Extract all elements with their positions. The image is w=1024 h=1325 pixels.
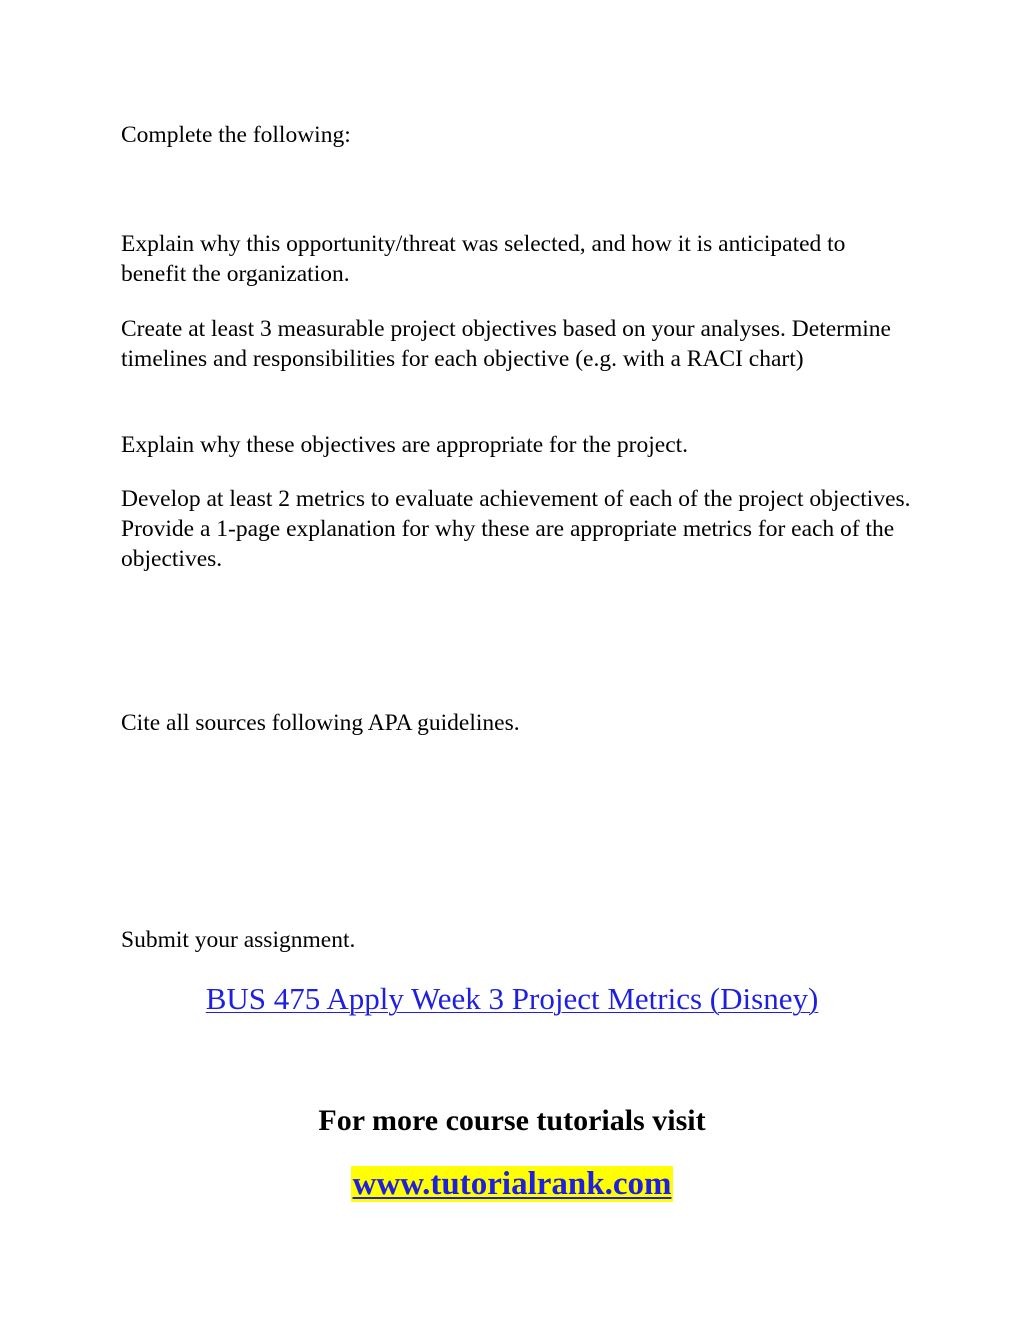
submit-text: Submit your assignment. <box>121 927 356 953</box>
explain-selection-text: Explain why this opportunity/threat was selected, and how it is anticipated to benefit the organization. <box>121 231 846 287</box>
tutorialrank-link[interactable]: www.tutorialrank.com <box>352 1166 672 1202</box>
more-tutorials-heading: For more course tutorials visit <box>318 1104 706 1137</box>
intro-text: Complete the following: <box>121 122 351 148</box>
develop-metrics-text: Develop at least 2 metrics to evaluate achievement of each of the project objectives. Provide a 1-page explanation for why these are appropriate metrics for each of the objectives. <box>121 486 911 572</box>
title-link-line <box>0 980 1024 1018</box>
site-link-line <box>0 1162 1024 1206</box>
explain-appropriate-text: Explain why these objectives are appropriate for the project. <box>121 432 689 458</box>
create-objectives-text: Create at least 3 measurable project objectives based on your analyses. Determine timelines and responsibilities for each objective (e.g. with a RACI chart) <box>121 316 891 372</box>
cite-sources-text: Cite all sources following APA guidelines. <box>121 710 520 736</box>
course-title-link[interactable]: BUS 475 Apply Week 3 Project Metrics (Disney) <box>205 981 819 1016</box>
